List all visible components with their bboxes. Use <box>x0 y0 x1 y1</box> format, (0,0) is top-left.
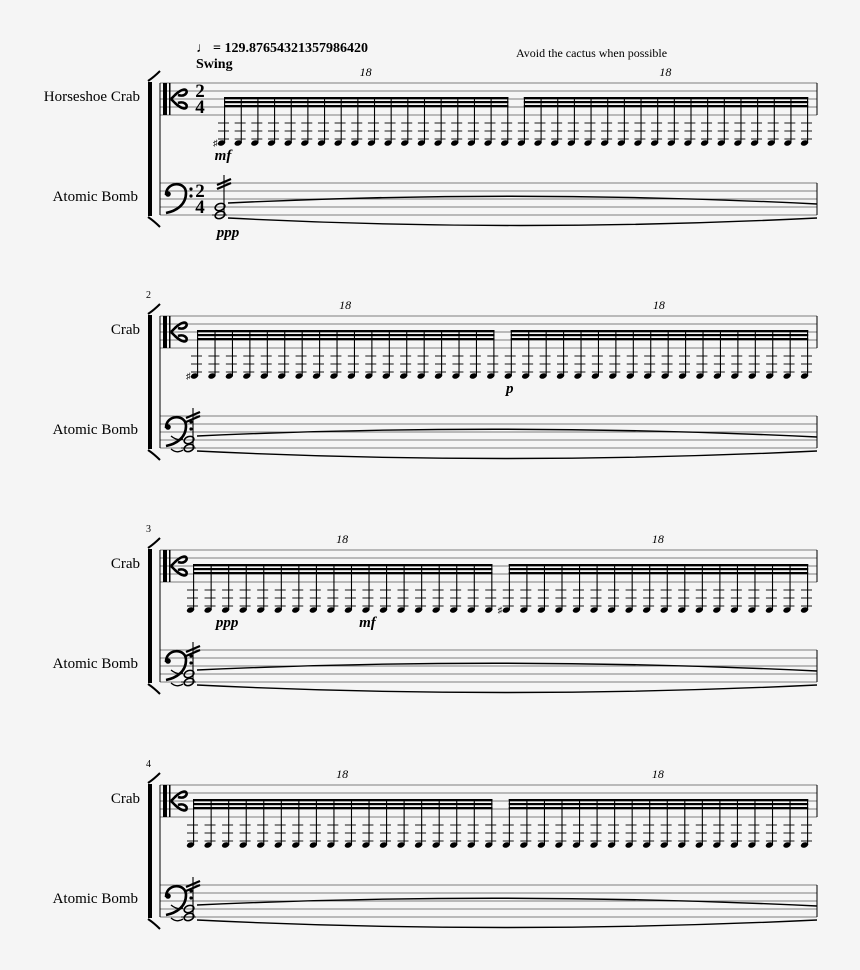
bracket-top-hook <box>148 71 160 81</box>
tie-continuation <box>171 918 183 921</box>
tie <box>197 685 817 693</box>
tie <box>197 898 817 906</box>
tuplet-label: 18 <box>651 532 664 546</box>
tie-continuation <box>171 449 183 452</box>
beam <box>193 807 492 809</box>
tuplet-label: 18 <box>336 532 349 546</box>
dynamic-marking: mf <box>214 148 232 164</box>
beam <box>511 330 808 332</box>
instrument-name-top: Crab <box>110 556 140 572</box>
beam <box>193 564 492 566</box>
performance-direction: Avoid the cactus when possible <box>516 46 668 60</box>
sharp-icon: ♯ <box>213 138 218 148</box>
instrument-name-bottom: Atomic Bomb <box>52 189 138 205</box>
measure-number: 2 <box>146 290 151 301</box>
sharp-icon: ♯ <box>497 605 503 615</box>
beam <box>511 334 808 336</box>
style-marking: Swing <box>196 57 233 72</box>
beam <box>524 101 808 103</box>
sharp-icon: ♯ <box>186 371 191 381</box>
system-1 <box>44 65 817 241</box>
bracket-bottom-hook <box>148 684 160 694</box>
dynamic-marking: mf <box>359 615 376 631</box>
tie <box>197 920 817 928</box>
beam <box>197 330 494 332</box>
instrument-name-bottom: Atomic Bomb <box>52 891 138 907</box>
beam <box>193 799 492 801</box>
bracket-bottom-hook <box>148 450 160 460</box>
dynamic-marking: ppp <box>216 225 240 241</box>
bracket-bottom-hook <box>148 919 160 929</box>
instrument-name-top: Crab <box>110 791 140 807</box>
beam <box>509 572 808 574</box>
time-signature-numerator: 2 <box>195 81 205 102</box>
beam <box>524 105 808 107</box>
system-2 <box>53 290 817 460</box>
beam <box>193 568 492 570</box>
time-signature-denominator: 4 <box>195 197 205 218</box>
beam <box>197 338 494 340</box>
beam <box>509 564 808 566</box>
tie-continuation <box>171 683 183 686</box>
measure-number: 4 <box>146 759 151 770</box>
bracket-top-hook <box>148 304 160 314</box>
beam <box>509 803 808 805</box>
tie <box>228 196 817 204</box>
tuplet-label: 18 <box>339 298 352 312</box>
beam <box>509 799 808 801</box>
tuplet-label: 18 <box>652 298 665 312</box>
instrument-name-top: Horseshoe Crab <box>43 89 140 105</box>
instrument-name-bottom: Atomic Bomb <box>52 422 138 438</box>
instrument-name-bottom: Atomic Bomb <box>52 656 138 672</box>
dynamic-marking: p <box>505 381 514 397</box>
time-signature-numerator: 2 <box>195 181 205 202</box>
tie <box>197 451 817 459</box>
system-4 <box>53 759 817 929</box>
measure-number: 3 <box>146 524 151 535</box>
tuplet-label: 18 <box>651 767 664 781</box>
beam <box>509 568 808 570</box>
bracket-top-hook <box>148 773 160 783</box>
beam <box>224 97 508 99</box>
tuplet-label: 18 <box>359 65 372 79</box>
dynamic-marking: ppp <box>215 615 239 631</box>
tuplet-label: 18 <box>659 65 672 79</box>
beam <box>224 105 508 107</box>
beam <box>197 334 494 336</box>
tempo-marking: ♩ = 129.87654321357986420 <box>196 41 368 56</box>
tie <box>228 218 817 226</box>
quarter-note-icon: ♩ <box>196 41 210 56</box>
beam <box>224 101 508 103</box>
beam <box>193 803 492 805</box>
beam <box>524 97 808 99</box>
tuplet-label: 18 <box>336 767 349 781</box>
system-3 <box>53 524 817 694</box>
bracket-top-hook <box>148 538 160 548</box>
bracket-bottom-hook <box>148 217 160 227</box>
beam <box>193 572 492 574</box>
beam <box>511 338 808 340</box>
tie <box>197 429 817 437</box>
systems <box>44 65 817 929</box>
instrument-name-top: Crab <box>110 322 140 338</box>
time-signature-denominator: 4 <box>195 97 205 118</box>
beam <box>509 807 808 809</box>
tie <box>197 663 817 671</box>
